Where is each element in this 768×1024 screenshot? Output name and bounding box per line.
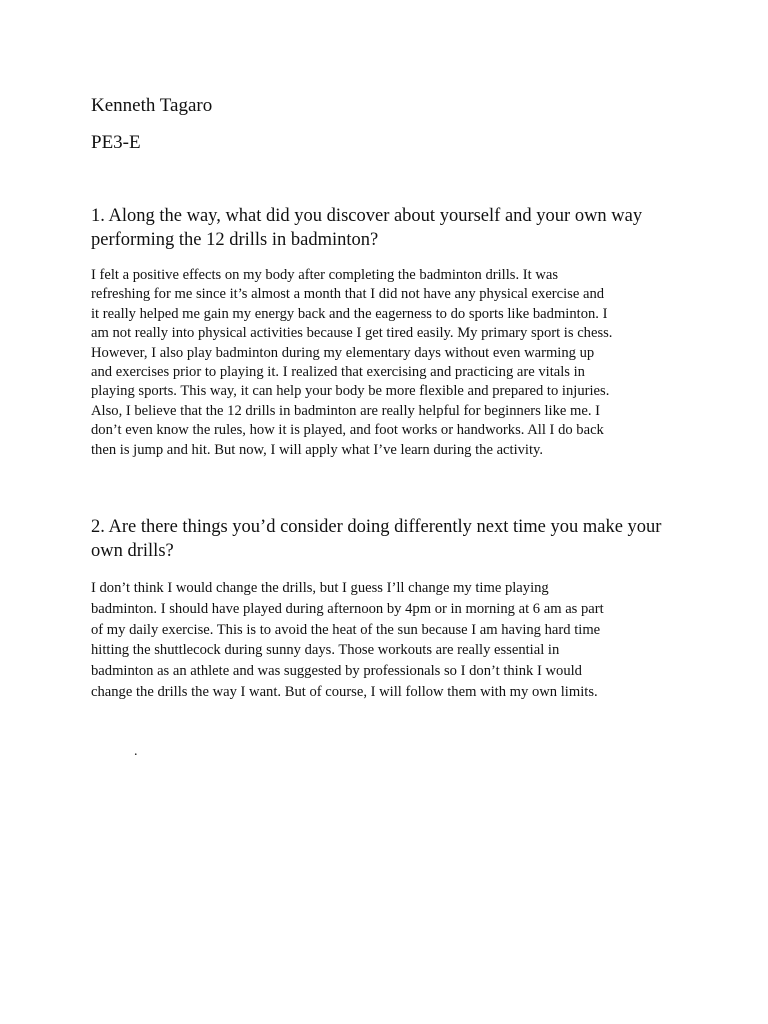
question-2-line: own drills? <box>91 541 174 561</box>
answer-1-line: Also, I believe that the 12 drills in badminton are really helpful for beginners like me. I <box>91 402 601 419</box>
question-2-line: 2. Are there things you’d consider doing differently next time you make your <box>91 517 662 537</box>
trailing-period-mark: . <box>134 744 138 759</box>
answer-1-paragraph <box>91 266 691 460</box>
answer-2-line: hitting the shuttlecock during sunny days. Those workouts are really essential in <box>91 642 560 659</box>
answer-2-line: of my daily exercise. This is to avoid the heat of the sun because I am having hard time <box>91 621 601 638</box>
question-1-line: 1. Along the way, what did you discover about yourself and your own way <box>91 206 643 226</box>
answer-1-line: then is jump and hit. But now, I will apply what I’ve learn during the activity. <box>91 441 544 458</box>
answer-2-paragraph <box>91 578 691 703</box>
answer-1-line: and exercises prior to playing it. I realized that exercising and practicing are vitals in <box>91 364 585 381</box>
answer-1-line: I felt a positive effects on my body after completing the badminton drills. It was <box>91 267 559 283</box>
answer-2-line: badminton. I should have played during afternoon by 4pm or in morning at 6 am as part <box>91 600 604 617</box>
answer-1-line: don’t even know the rules, how it is played, and foot works or handworks. All I do back <box>91 422 604 439</box>
question-1-line: performing the 12 drills in badminton? <box>91 230 379 250</box>
answer-2-line: change the drills the way I want. But of course, I will follow them with my own limits. <box>91 683 598 700</box>
answer-1-line: am not really into physical activities because I get tired easily. My primary sport is chess. <box>91 325 613 342</box>
class-section: PE3-E <box>91 132 141 153</box>
answer-1-line: refreshing for me since it’s almost a month that I did not have any physical exercise and <box>91 286 605 303</box>
question-1-heading <box>91 204 691 252</box>
author-name: Kenneth Tagaro <box>91 95 213 116</box>
question-2-heading <box>91 515 691 563</box>
answer-1-line: playing sports. This way, it can help your body be more flexible and prepared to injuries. <box>91 383 610 400</box>
answer-1-line: it really helped me gain my energy back and the eagerness to do sports like badminton. I <box>91 305 608 322</box>
answer-2-line: I don’t think I would change the drills, but I guess I’ll change my time playing <box>91 580 549 596</box>
answer-2-line: badminton as an athlete and was suggested by professionals so I don’t think I would <box>91 663 582 680</box>
answer-1-line: However, I also play badminton during my elementary days without even warming up <box>91 344 595 361</box>
